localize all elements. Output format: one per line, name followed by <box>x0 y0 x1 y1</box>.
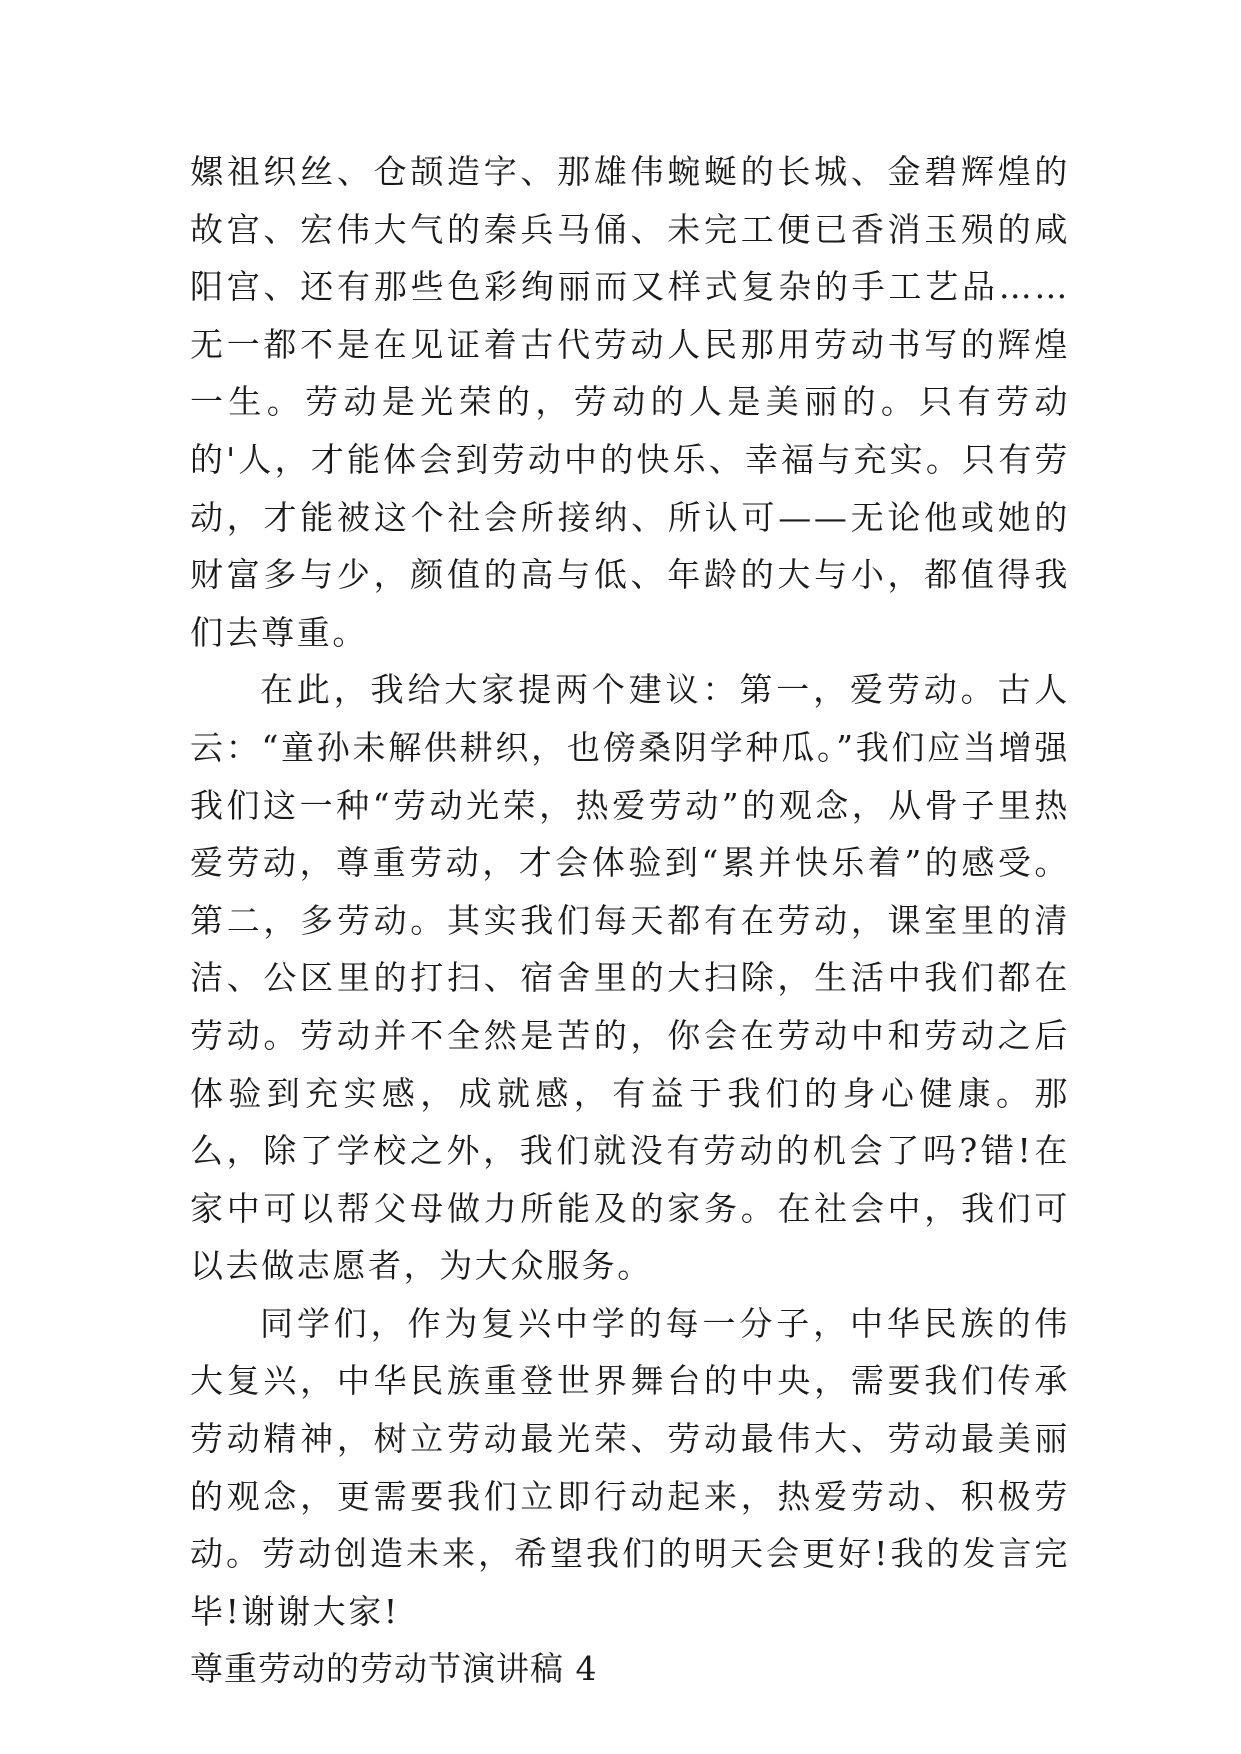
document-body <box>190 143 1070 1698</box>
body-paragraph-2: 在此，我给大家提两个建议：第一，爱劳动。古人云：“童孙未解供耕织，也傍桑阴学种瓜。”我们应当增强我们这一种“劳动光荣，热爱劳动”的观念，从骨子里热爱劳动，尊重劳动，才会体验到“累并快乐着”的感受。第二，多劳动。其实我们每天都有在劳动，课室里的清洁、公区里的打扫、宿舍里的大扫除，生活中我们都在劳动。劳动并不全然是苦的，你会在劳动中和劳动之后体验到充实感，成就感，有益于我们的身心健康。那么，除了学校之外，我们就没有劳动的机会了吗?错!在家中可以帮父母做力所能及的家务。在社会中，我们可以去做志愿者，为大众服务。 <box>190 670 1070 1286</box>
body-paragraph-3: 同学们，作为复兴中学的每一分子，中华民族的伟大复兴，中华民族重登世界舞台的中央，需要我们传承劳动精神，树立劳动最光荣、劳动最伟大、劳动最美丽的观念，更需要我们立即行动起来，热爱劳动、积极劳动。劳动创造未来，希望我们的明天会更好!我的发言完毕!谢谢大家! <box>190 1303 1070 1631</box>
section-heading: 尊重劳动的劳动节演讲稿 4 <box>190 1649 598 1689</box>
body-paragraph-1: 嫘祖织丝、仓颉造字、那雄伟蜿蜒的长城、金碧辉煌的故宫、宏伟大气的秦兵马俑、未完工便已香消玉殒的咸阳宫、还有那些色彩绚丽而又样式复杂的手工艺品……无一都不是在见证着古代劳动人民那用劳动书写的辉煌一生。劳动是光荣的，劳动的人是美丽的。只有劳动的'人，才能体会到劳动中的快乐、幸福与充实。只有劳动，才能被这个社会所接纳、所认可——无论他或她的财富多与少，颜值的高与低、年龄的大与小，都值得我们去尊重。 <box>190 152 1070 652</box>
